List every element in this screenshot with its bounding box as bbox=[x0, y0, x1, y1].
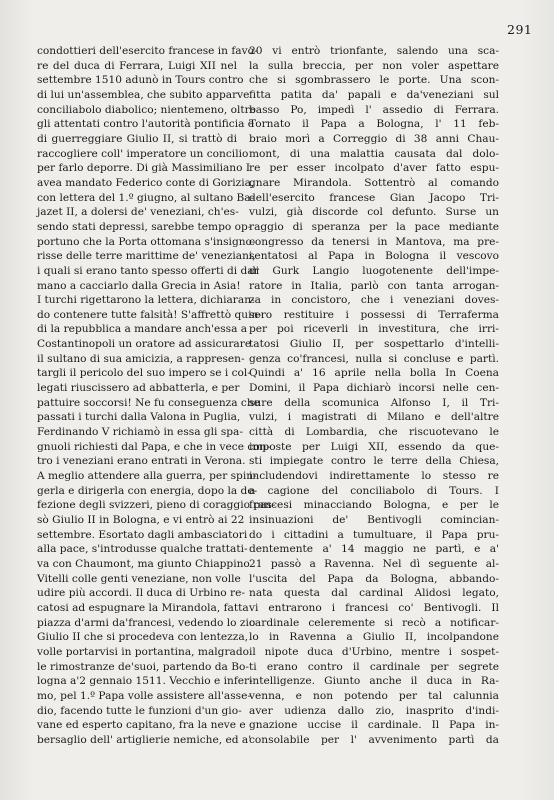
text-line: gnazione uccise il cardinale. Il Papa in- bbox=[249, 719, 499, 732]
text-line: A meglio attendere alla guerra, per spin- bbox=[37, 470, 257, 483]
text-line: intelligenze. Giunto anche il duca in Ra- bbox=[249, 675, 499, 688]
text-line: includendovi indirettamente lo stesso re bbox=[249, 470, 499, 483]
text-line: consolabile per l' avvenimento partì da bbox=[249, 733, 499, 746]
text-line: alla pace, s'introdusse qualche trattati- bbox=[37, 543, 248, 556]
text-line: Costantinopoli un oratore ad assicurare bbox=[37, 338, 252, 351]
text-line: fitta patita da' papali e da'veneziani sul bbox=[249, 88, 499, 101]
text-line: pattuire soccorsi! Ne fu conseguenza che bbox=[37, 396, 260, 409]
text-line: di guerreggiare Giulio II, si trattò di bbox=[37, 132, 237, 145]
text-line: re del duca di Ferrara, Luigi XII nel bbox=[37, 59, 237, 72]
text-line: sentatosi al Papa in Bologna il vescovo bbox=[249, 250, 499, 263]
text-line: logna a'2 gennaio 1511. Vecchio e infer- bbox=[37, 675, 253, 688]
text-line: che si sgombrassero le porte. Una scon- bbox=[249, 74, 499, 87]
text-line: dentemente a' 14 maggio ne partì, e a' bbox=[249, 543, 499, 556]
text-line: I turchi rigettarono la lettera, dichiaran- bbox=[37, 294, 255, 307]
text-line: la sulla breccia, per non voler aspettare bbox=[249, 59, 499, 72]
text-line: Domini, il Papa dichiarò incorsi nelle cen- bbox=[249, 382, 499, 395]
text-line: bersaglio dell' artiglierie nemiche, ed a' bbox=[37, 733, 252, 746]
text-line: i quali si erano tanto spesso offerti di dar bbox=[37, 264, 259, 277]
text-line: aver udienza dallo zio, inasprito d'indi- bbox=[249, 704, 499, 717]
text-line: Tornato il Papa a Bologna, l' 11 feb- bbox=[249, 118, 499, 131]
text-line: vane ed esperto capitano, fra la neve e bbox=[37, 719, 246, 732]
text-line: vulzi, già discorde col defunto. Surse un bbox=[249, 206, 499, 219]
text-line: volle portarvisi in portantina, malgrado bbox=[37, 645, 249, 658]
text-line: congresso da tenersi in Mantova, ma pre- bbox=[249, 235, 499, 248]
text-line: vulzi, i magistrati di Milano e dell'altre bbox=[249, 411, 499, 424]
text-line: sti impiegate contro le terre della Chiesa, bbox=[249, 455, 499, 468]
text-line: fezione degli svizzeri, pieno di coraggio pas- bbox=[37, 499, 276, 512]
text-line: legati riuscissero ad abbatterla, e per bbox=[37, 382, 240, 395]
text-line: gnare Mirandola. Sottentrò al comando bbox=[249, 176, 499, 189]
left-text-column bbox=[37, 44, 276, 748]
page-number: 291 bbox=[507, 22, 533, 37]
text-line: genza co'francesi, nulla si concluse e partì. bbox=[249, 352, 499, 365]
text-line: do i cittadini a tumultuare, il Papa pru- bbox=[249, 528, 499, 541]
text-line: ratore in Italia, parlò con tanta arrogan- bbox=[249, 279, 499, 292]
text-line: dio, facendo tutte le funzioni d'un gio- bbox=[37, 704, 242, 717]
text-line: di lui un'assemblea, che subito apparve bbox=[37, 88, 250, 101]
text-line: conciliabolo diabolico; nientemeno, oltre bbox=[37, 103, 256, 116]
text-line: per farlo deporre. Di già Massimiliano I bbox=[37, 162, 251, 175]
text-line: settembre 1510 adunò in Tours contro bbox=[37, 74, 244, 87]
text-line: mo, pel 1.º Papa volle assistere all'asse- bbox=[37, 689, 251, 702]
text-line: Vitelli colle genti veneziane, non volle bbox=[37, 572, 241, 585]
right-text-column bbox=[249, 44, 499, 748]
text-line: za in concistoro, che i veneziani doves- bbox=[249, 294, 499, 307]
text-line: raggio di speranza per la pace mediante bbox=[249, 220, 499, 233]
text-line: di Gurk Langio luogotenente dell'impe- bbox=[249, 264, 499, 277]
text-line: Giulio II che si procedeva con lentezza, bbox=[37, 631, 249, 644]
text-line: re per esser incolpato d'aver fatto espu- bbox=[249, 162, 499, 175]
text-line: nata questa dal cardinal Alidosi legato, bbox=[249, 587, 499, 600]
text-line: il sultano di sua amicizia, a rappresen- bbox=[37, 352, 245, 365]
text-line: gerla e dirigerla con energia, dopo la de- bbox=[37, 484, 258, 497]
text-line: do contenere tutte falsità! S'affrettò quin- bbox=[37, 308, 262, 321]
text-line: condottieri dell'esercito francese in favo- bbox=[37, 45, 258, 57]
text-line: sero restituire i possessi di Terraferma bbox=[249, 308, 499, 321]
text-line: francesi minacciando Bologna, e per le bbox=[249, 499, 499, 512]
text-line: lo in Ravenna a Giulio II, incolpandone bbox=[249, 631, 499, 644]
text-line: vi entrarono i francesi co' Bentivogli. Il bbox=[249, 601, 499, 614]
text-line: sò Giulio II in Bologna, e vi entrò ai 22 bbox=[37, 514, 245, 526]
text-line: sure della scomunica Alfonso I, il Tri- bbox=[249, 396, 499, 409]
text-line: per poi riceverli in investitura, che irri- bbox=[249, 323, 499, 336]
text-line: settembre. Esortato dagli ambasciatori bbox=[37, 528, 248, 541]
text-line: passati i turchi dalla Valona in Puglia, bbox=[37, 411, 241, 424]
text-line: risse delle terre marittime de' veneziani, bbox=[37, 250, 256, 263]
text-line: udire più accordi. Il duca di Urbino re- bbox=[37, 587, 245, 600]
text-line: venna, e non potendo per tal calunnia bbox=[249, 689, 499, 702]
text-line: gli attentati contro l'autorità pontificia e bbox=[37, 118, 255, 131]
text-line: braio morì a Correggio di 38 anni Chau- bbox=[249, 132, 499, 145]
text-line: sendo stati depressi, sarebbe tempo op- bbox=[37, 220, 252, 233]
text-line: gnuoli richiesti dal Papa, e che in vece con- bbox=[37, 440, 271, 453]
text-line: Ferdinando V richiamò in essa gli spa- bbox=[37, 426, 243, 439]
text-line: 21 passò a Ravenna. Nel dì seguente al- bbox=[249, 557, 499, 570]
text-line: insinuazioni de' Bentivogli comincian- bbox=[249, 514, 499, 526]
text-line: mano a cacciarlo dalla Grecia in Asia! bbox=[37, 279, 241, 292]
text-line: basso Po, impedì l' assedio di Ferrara. bbox=[249, 103, 499, 116]
text-line: 20 vi entrò trionfante, salendo una sca- bbox=[249, 45, 499, 57]
text-line: piazza d'armi da'francesi, vedendo lo zio bbox=[37, 616, 256, 629]
text-line: ti erano contro il cardinale per segrete bbox=[249, 660, 499, 673]
text-line: mont, di una malattia causata dal dolo- bbox=[249, 147, 499, 160]
text-line: cardinale celeremente si recò a notificar- bbox=[249, 616, 499, 629]
text-line: va con Chaumont, ma giunto Chiappino bbox=[37, 557, 250, 570]
text-line: le rimostranze de'suoi, partendo da Bo- bbox=[37, 660, 249, 673]
text-line: portuno che la Porta ottomana s'insigno- bbox=[37, 235, 256, 248]
text-line: a cagione del conciliabolo di Tours. I bbox=[249, 484, 499, 497]
text-line: targli il pericolo del suo impero se i col- bbox=[37, 367, 251, 380]
text-line: città di Lombardia, che riscuotevano le bbox=[249, 426, 499, 439]
text-line: con lettera del 1.º giugno, al sultano Ba- bbox=[37, 191, 255, 204]
text-line: di la repubblica a mandare anch'essa a bbox=[37, 323, 248, 336]
text-line: raccogliere coll' imperatore un concilio bbox=[37, 147, 249, 160]
text-line: Quindi a' 16 aprile nella bolla In Coena bbox=[249, 367, 499, 380]
text-line: il nipote duca d'Urbino, mentre i sospet- bbox=[249, 645, 499, 658]
text-line: jazet II, a dolersi de' veneziani, ch'es- bbox=[37, 206, 239, 219]
text-line: tatosi Giulio II, per sospettarlo d'intelli- bbox=[249, 338, 499, 351]
text-line: imposte per Luigi XII, essendo da que- bbox=[249, 440, 499, 453]
text-line: l'uscita del Papa da Bologna, abbando- bbox=[249, 572, 499, 585]
text-line: catosi ad espugnare la Mirandola, fatta bbox=[37, 601, 249, 614]
text-line: avea mandato Federico conte di Gorizia, bbox=[37, 176, 255, 189]
text-line: tro i veneziani erano entrati in Verona. bbox=[37, 455, 246, 468]
text-line: dell'esercito francese Gian Jacopo Tri- bbox=[249, 191, 499, 204]
